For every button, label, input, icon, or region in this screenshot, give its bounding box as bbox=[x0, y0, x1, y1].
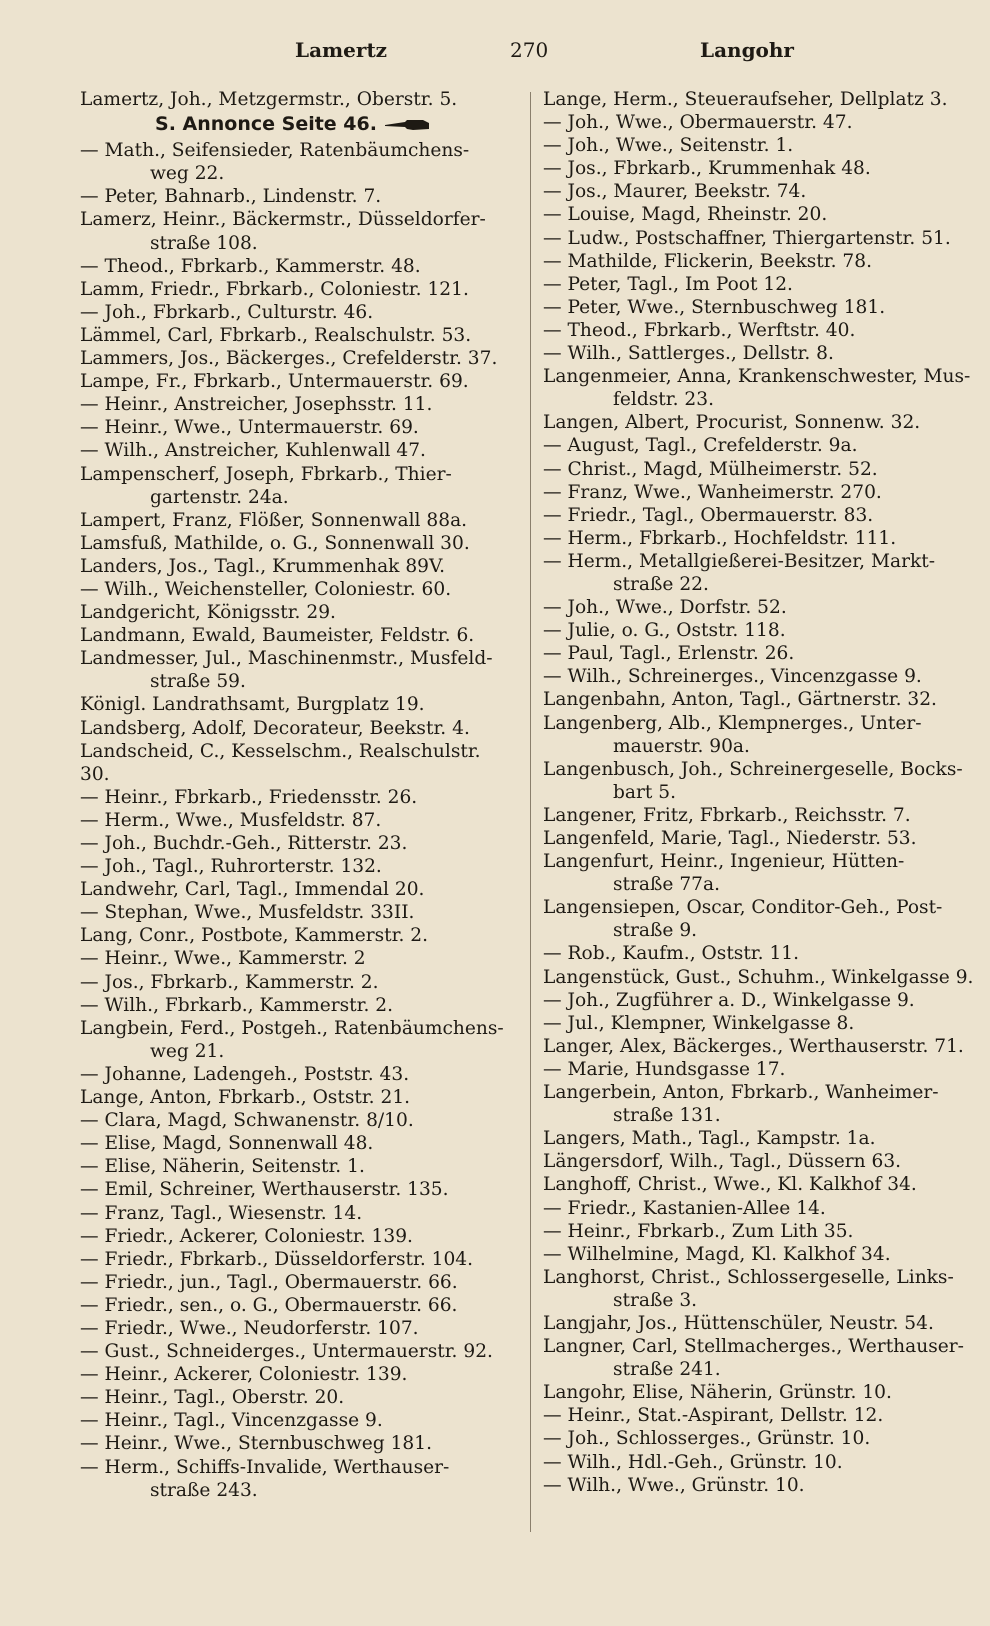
entry-line: Längersdorf, Wilh., Tagl., Düssern 63. bbox=[543, 1151, 902, 1173]
directory-entry bbox=[80, 532, 508, 555]
entry-line: — Herm., Metallgießerei-Besitzer, Markt- bbox=[543, 550, 935, 572]
directory-entry bbox=[80, 647, 508, 693]
entry-line: Langenfeld, Marie, Tagl., Niederstr. 53. bbox=[543, 828, 917, 849]
entry-line: — Jos., Fbrkarb., Krummenhak 48. bbox=[543, 158, 871, 180]
directory-entry bbox=[543, 1404, 983, 1427]
directory-entry bbox=[80, 601, 508, 624]
entry-line: Lamerz, Heinr., Bäckermstr., Düsseldorfer- bbox=[80, 209, 486, 231]
entry-line: — Franz, Wwe., Wanheimerstr. 270. bbox=[543, 481, 882, 503]
directory-entry bbox=[543, 550, 983, 596]
entry-line: — Theod., Fbrkarb., Kammerstr. 48. bbox=[80, 255, 421, 277]
directory-entry bbox=[543, 1427, 983, 1450]
entry-line: — Wilhelmine, Magd, Kl. Kalkhof 34. bbox=[543, 1243, 891, 1265]
entry-line: Lange, Herm., Steueraufseher, Dellplatz 3. bbox=[543, 89, 948, 110]
directory-entry bbox=[543, 504, 983, 527]
directory-entry bbox=[543, 1381, 983, 1404]
directory-entry bbox=[543, 250, 983, 273]
entry-continuation: straße 241. bbox=[613, 1359, 721, 1381]
annonce-notice bbox=[80, 113, 508, 136]
entry-continuation: weg 21. bbox=[150, 1040, 225, 1062]
entry-line: — Wilh., Anstreicher, Kuhlenwall 47. bbox=[80, 440, 426, 462]
directory-entry bbox=[80, 88, 508, 111]
entry-line: — Friedr., sen., o. G., Obermauerstr. 66. bbox=[80, 1294, 458, 1316]
directory-entry bbox=[543, 1058, 983, 1081]
entry-line: — Marie, Hundsgasse 17. bbox=[543, 1058, 786, 1080]
entry-line: — Joh., Zugführer a. D., Winkelgasse 9. bbox=[543, 989, 915, 1011]
directory-entry bbox=[543, 111, 983, 134]
directory-entry bbox=[80, 1317, 508, 1340]
entry-line: — Heinr., Stat.-Aspirant, Dellstr. 12. bbox=[543, 1405, 884, 1427]
directory-entry bbox=[543, 804, 983, 827]
entry-continuation: feldstr. 23. bbox=[613, 389, 714, 411]
annonce-notice-text: S. Annonce Seite 46. bbox=[155, 113, 377, 136]
entry-line: — Heinr., Tagl., Oberstr. 20. bbox=[80, 1387, 345, 1409]
entry-line: — Elise, Näherin, Seitenstr. 1. bbox=[80, 1156, 365, 1178]
entry-continuation: straße 131. bbox=[613, 1105, 721, 1127]
entry-line: — Heinr., Wwe., Sternbuschweg 181. bbox=[80, 1433, 433, 1455]
directory-entry bbox=[543, 411, 983, 434]
entry-line: Langen, Albert, Procurist, Sonnenw. 32. bbox=[543, 412, 921, 434]
entry-line: Langenberg, Alb., Klempnerges., Unter- bbox=[543, 712, 922, 734]
directory-entry bbox=[80, 1363, 508, 1386]
entry-line: — Stephan, Wwe., Musfeldstr. 33II. bbox=[80, 902, 415, 924]
directory-entry bbox=[80, 185, 508, 208]
directory-entry bbox=[80, 393, 508, 416]
entry-line: Langohr, Elise, Näherin, Grünstr. 10. bbox=[543, 1382, 892, 1404]
entry-line: — Elise, Magd, Sonnenwall 48. bbox=[80, 1133, 374, 1155]
right-column bbox=[543, 88, 983, 1497]
directory-entry bbox=[80, 693, 508, 716]
directory-entry bbox=[80, 347, 508, 370]
directory-entry bbox=[80, 924, 508, 947]
entry-line: — Jul., Klempner, Winkelgasse 8. bbox=[543, 1012, 855, 1034]
entry-continuation: straße 9. bbox=[613, 920, 698, 942]
directory-entry bbox=[80, 994, 508, 1017]
entry-line: — Heinr., Fbrkarb., Friedensstr. 26. bbox=[80, 786, 418, 808]
directory-entry bbox=[543, 1197, 983, 1220]
entry-line: — Franz, Tagl., Wiesenstr. 14. bbox=[80, 1202, 363, 1224]
directory-entry bbox=[80, 208, 508, 254]
entry-line: — Heinr., Ackerer, Coloniestr. 139. bbox=[80, 1364, 408, 1386]
directory-entry bbox=[543, 1127, 983, 1150]
entry-line: — Johanne, Ladengeh., Poststr. 43. bbox=[80, 1063, 410, 1085]
entry-line: — Heinr., Tagl., Vincenzgasse 9. bbox=[80, 1410, 383, 1432]
entry-line: — Math., Seifensieder, Ratenbäumchens- bbox=[80, 140, 470, 162]
entry-line: Lamertz, Joh., Metzgermstr., Oberstr. 5. bbox=[80, 89, 458, 110]
directory-entry bbox=[543, 227, 983, 250]
directory-entry bbox=[80, 324, 508, 347]
directory-entry bbox=[543, 1266, 983, 1312]
entry-line: — August, Tagl., Crefelderstr. 9a. bbox=[543, 435, 858, 457]
header-left-keyword: Lamertz bbox=[295, 38, 388, 62]
directory-entry bbox=[543, 203, 983, 226]
directory-entry bbox=[80, 1456, 508, 1502]
directory-entry bbox=[80, 878, 508, 901]
entry-line: Lampert, Franz, Flößer, Sonnenwall 88a. bbox=[80, 509, 468, 531]
directory-entry bbox=[80, 1202, 508, 1225]
entry-continuation: straße 243. bbox=[150, 1479, 258, 1501]
directory-entry bbox=[543, 1335, 983, 1381]
directory-entry bbox=[543, 134, 983, 157]
entry-line: Langener, Fritz, Fbrkarb., Reichsstr. 7. bbox=[543, 804, 911, 826]
entry-line: — Wilh., Schreinerges., Vincenzgasse 9. bbox=[543, 666, 922, 688]
entry-line: — Jos., Fbrkarb., Kammerstr. 2. bbox=[80, 971, 379, 993]
directory-entry bbox=[543, 157, 983, 180]
entry-line: — Joh., Schlosserges., Grünstr. 10. bbox=[543, 1428, 871, 1450]
directory-entry bbox=[80, 255, 508, 278]
entry-line: Langhoff, Christ., Wwe., Kl. Kalkhof 34. bbox=[543, 1174, 917, 1196]
entry-line: — Friedr., Tagl., Obermauerstr. 83. bbox=[543, 504, 874, 526]
directory-entry bbox=[80, 463, 508, 509]
page-number: 270 bbox=[510, 38, 549, 62]
entry-line: — Wilh., Wwe., Grünstr. 10. bbox=[543, 1474, 805, 1496]
entry-line: — Wilh., Fbrkarb., Kammerstr. 2. bbox=[80, 994, 394, 1016]
entry-line: Langner, Carl, Stellmacherges., Werthauser- bbox=[543, 1336, 964, 1358]
directory-entry bbox=[543, 850, 983, 896]
directory-entry bbox=[543, 665, 983, 688]
directory-entry bbox=[80, 832, 508, 855]
directory-entry bbox=[543, 180, 983, 203]
entry-line: — Wilh., Weichensteller, Coloniestr. 60. bbox=[80, 578, 452, 600]
entry-line: — Peter, Wwe., Sternbuschweg 181. bbox=[543, 296, 886, 318]
entry-line: Langenbahn, Anton, Tagl., Gärtnerstr. 32. bbox=[543, 689, 937, 711]
directory-entry bbox=[80, 1409, 508, 1432]
entry-line: Langenmeier, Anna, Krankenschwester, Mus- bbox=[543, 366, 971, 388]
directory-entry bbox=[543, 1243, 983, 1266]
directory-entry bbox=[543, 88, 983, 111]
directory-entry bbox=[543, 1081, 983, 1127]
entry-line: — Joh., Wwe., Dorfstr. 52. bbox=[543, 597, 787, 619]
entry-line: — Wilh., Sattlerges., Dellstr. 8. bbox=[543, 343, 834, 365]
directory-entry bbox=[80, 740, 508, 786]
directory-entry bbox=[80, 971, 508, 994]
directory-entry bbox=[80, 301, 508, 324]
entry-line: Landscheid, C., Kesselschm., Realschulstr. 30. bbox=[80, 740, 481, 785]
entry-line: — Friedr., Ackerer, Coloniestr. 139. bbox=[80, 1225, 413, 1247]
entry-line: Langbein, Ferd., Postgeh., Ratenbäumchens- bbox=[80, 1017, 504, 1039]
entry-line: — Gust., Schneiderges., Untermauerstr. 92. bbox=[80, 1341, 493, 1363]
directory-entry bbox=[543, 896, 983, 942]
directory-entry bbox=[543, 342, 983, 365]
entry-line: — Heinr., Anstreicher, Josephsstr. 11. bbox=[80, 394, 433, 416]
directory-entry bbox=[80, 416, 508, 439]
entry-line: Lang, Conr., Postbote, Kammerstr. 2. bbox=[80, 925, 429, 947]
directory-entry bbox=[80, 1432, 508, 1455]
directory-entry bbox=[80, 624, 508, 647]
directory-entry bbox=[80, 278, 508, 301]
entry-line: — Heinr., Wwe., Untermauerstr. 69. bbox=[80, 417, 419, 439]
directory-entry bbox=[80, 439, 508, 462]
entry-line: Langers, Math., Tagl., Kampstr. 1a. bbox=[543, 1128, 876, 1150]
entry-line: — Emil, Schreiner, Werthauserstr. 135. bbox=[80, 1179, 449, 1201]
entry-line: Langjahr, Jos., Hüttenschüler, Neustr. 54. bbox=[543, 1312, 934, 1334]
directory-entry bbox=[543, 434, 983, 457]
directory-entry bbox=[80, 139, 508, 185]
entry-line: — Mathilde, Flickerin, Beekstr. 78. bbox=[543, 250, 872, 272]
entry-continuation: straße 108. bbox=[150, 232, 258, 254]
entry-line: — Friedr., Fbrkarb., Düsseldorferstr. 104. bbox=[80, 1248, 474, 1270]
entry-line: Landwehr, Carl, Tagl., Immendal 20. bbox=[80, 879, 425, 901]
entry-line: — Friedr., Kastanien-Allee 14. bbox=[543, 1197, 826, 1219]
directory-entry bbox=[543, 319, 983, 342]
directory-entry bbox=[543, 1173, 983, 1196]
entry-line: Langenfurt, Heinr., Ingenieur, Hütten- bbox=[543, 851, 905, 873]
directory-entry bbox=[80, 1271, 508, 1294]
entry-line: Langhorst, Christ., Schlossergeselle, Links- bbox=[543, 1266, 954, 1288]
entry-line: — Joh., Fbrkarb., Culturstr. 46. bbox=[80, 301, 374, 323]
directory-entry bbox=[80, 370, 508, 393]
directory-entry bbox=[80, 1248, 508, 1271]
entry-line: — Friedr., Wwe., Neudorferstr. 107. bbox=[80, 1317, 419, 1339]
entry-continuation: mauerstr. 90a. bbox=[613, 735, 750, 757]
directory-entry bbox=[80, 1063, 508, 1086]
entry-line: Lämmel, Carl, Fbrkarb., Realschulstr. 53. bbox=[80, 324, 472, 346]
entry-line: Landers, Jos., Tagl., Krummenhak 89V. bbox=[80, 555, 446, 577]
directory-entry bbox=[543, 1312, 983, 1335]
entry-continuation: weg 22. bbox=[150, 163, 225, 185]
directory-entry bbox=[543, 481, 983, 504]
directory-entry bbox=[80, 1155, 508, 1178]
left-column bbox=[80, 88, 508, 1502]
entry-line: Landgericht, Königsstr. 29. bbox=[80, 602, 336, 624]
directory-entry bbox=[80, 1132, 508, 1155]
directory-entry bbox=[80, 1109, 508, 1132]
directory-entry bbox=[80, 578, 508, 601]
header-right-keyword: Langohr bbox=[700, 38, 794, 62]
entry-line: — Joh., Buchdr.-Geh., Ritterstr. 23. bbox=[80, 833, 408, 854]
entry-line: — Rob., Kaufm., Oststr. 11. bbox=[543, 943, 800, 965]
directory-entry bbox=[80, 1386, 508, 1409]
directory-entry bbox=[80, 947, 508, 970]
entry-line: Langenstück, Gust., Schuhm., Winkelgasse 9. bbox=[543, 966, 974, 988]
directory-entry bbox=[80, 1178, 508, 1201]
entry-line: — Louise, Magd, Rheinstr. 20. bbox=[543, 204, 828, 226]
entry-line: — Joh., Wwe., Obermauerstr. 47. bbox=[543, 112, 853, 134]
entry-line: — Peter, Tagl., Im Poot 12. bbox=[543, 273, 793, 295]
entry-line: Lamsfuß, Mathilde, o. G., Sonnenwall 30. bbox=[80, 532, 470, 554]
entry-line: — Heinr., Fbrkarb., Zum Lith 35. bbox=[543, 1220, 854, 1242]
directory-entry bbox=[80, 509, 508, 532]
entry-line: — Heinr., Wwe., Kammerstr. 2 bbox=[80, 948, 366, 970]
entry-line: Lange, Anton, Fbrkarb., Oststr. 21. bbox=[80, 1087, 411, 1109]
entry-line: — Peter, Bahnarb., Lindenstr. 7. bbox=[80, 186, 382, 208]
entry-line: Lammers, Jos., Bäckerges., Crefelderstr. 37. bbox=[80, 348, 498, 370]
directory-entry bbox=[80, 809, 508, 832]
entry-line: — Herm., Wwe., Musfeldstr. 87. bbox=[80, 809, 382, 831]
entry-line: Landsberg, Adolf, Decorateur, Beekstr. 4. bbox=[80, 717, 470, 739]
directory-entry bbox=[543, 989, 983, 1012]
directory-entry bbox=[543, 712, 983, 758]
entry-line: — Jos., Maurer, Beekstr. 74. bbox=[543, 181, 807, 203]
column-divider bbox=[530, 92, 531, 1532]
entry-line: — Theod., Fbrkarb., Werftstr. 40. bbox=[543, 319, 856, 341]
entry-line: — Wilh., Hdl.-Geh., Grünstr. 10. bbox=[543, 1451, 843, 1473]
entry-line: Lampe, Fr., Fbrkarb., Untermauerstr. 69. bbox=[80, 371, 469, 393]
directory-entry bbox=[543, 942, 983, 965]
entry-line: Landmesser, Jul., Maschinenmstr., Musfeld- bbox=[80, 648, 493, 670]
directory-entry bbox=[80, 1340, 508, 1363]
directory-entry bbox=[80, 786, 508, 809]
entry-line: — Joh., Tagl., Ruhrorterstr. 132. bbox=[80, 856, 382, 878]
directory-entry bbox=[543, 827, 983, 850]
directory-entry bbox=[543, 458, 983, 481]
entry-continuation: straße 59. bbox=[150, 671, 246, 693]
directory-entry bbox=[543, 619, 983, 642]
directory-entry bbox=[543, 1035, 983, 1058]
directory-entry bbox=[543, 296, 983, 319]
entry-line: — Christ., Magd, Mülheimerstr. 52. bbox=[543, 458, 878, 480]
entry-continuation: straße 3. bbox=[613, 1289, 698, 1311]
entry-continuation: bart 5. bbox=[613, 781, 676, 803]
entry-continuation: gartenstr. 24a. bbox=[150, 486, 289, 508]
entry-line: Langenbusch, Joh., Schreinergeselle, Bocks- bbox=[543, 758, 963, 780]
directory-entry bbox=[80, 1017, 508, 1063]
entry-line: — Julie, o. G., Oststr. 118. bbox=[543, 620, 786, 642]
directory-entry bbox=[80, 1294, 508, 1317]
directory-entry bbox=[543, 527, 983, 550]
entry-line: — Friedr., jun., Tagl., Obermauerstr. 66. bbox=[80, 1271, 458, 1293]
directory-entry bbox=[543, 966, 983, 989]
entry-line: — Herm., Schiffs-Invalide, Werthauser- bbox=[80, 1456, 450, 1478]
directory-entry bbox=[80, 717, 508, 740]
entry-line: Langensiepen, Oscar, Conditor-Geh., Post- bbox=[543, 897, 943, 919]
directory-entry bbox=[543, 1220, 983, 1243]
entry-line: — Ludw., Postschaffner, Thiergartenstr. 51. bbox=[543, 227, 951, 249]
directory-entry bbox=[543, 1451, 983, 1474]
directory-entry bbox=[80, 901, 508, 924]
entry-line: Landmann, Ewald, Baumeister, Feldstr. 6. bbox=[80, 625, 475, 647]
directory-entry bbox=[80, 555, 508, 578]
directory-entry bbox=[80, 855, 508, 878]
page-header bbox=[80, 38, 960, 70]
directory-entry bbox=[543, 688, 983, 711]
entry-line: Lamm, Friedr., Fbrkarb., Coloniestr. 121. bbox=[80, 278, 469, 300]
entry-continuation: straße 77a. bbox=[613, 874, 720, 896]
entry-line: Langerbein, Anton, Fbrkarb., Wanheimer- bbox=[543, 1082, 939, 1104]
entry-line: — Herm., Fbrkarb., Hochfeldstr. 111. bbox=[543, 527, 897, 549]
entry-line: Lampenscherf, Joseph, Fbrkarb., Thier- bbox=[80, 463, 452, 485]
entry-line: Königl. Landrathsamt, Burgplatz 19. bbox=[80, 694, 425, 716]
directory-entry bbox=[543, 1012, 983, 1035]
entry-line: — Clara, Magd, Schwanenstr. 8/10. bbox=[80, 1110, 414, 1132]
entry-line: — Joh., Wwe., Seitenstr. 1. bbox=[543, 135, 794, 157]
directory-entry bbox=[543, 758, 983, 804]
directory-entry bbox=[543, 1150, 983, 1173]
entry-line: — Paul, Tagl., Erlenstr. 26. bbox=[543, 643, 795, 665]
entry-continuation: straße 22. bbox=[613, 573, 709, 595]
directory-entry bbox=[543, 1474, 983, 1497]
directory-entry bbox=[543, 365, 983, 411]
directory-entry bbox=[543, 642, 983, 665]
entry-line: Langer, Alex, Bäckerges., Werthauserstr. 71. bbox=[543, 1035, 964, 1057]
directory-entry bbox=[543, 596, 983, 619]
directory-entry bbox=[543, 273, 983, 296]
directory-entry bbox=[80, 1086, 508, 1109]
directory-entry bbox=[80, 1225, 508, 1248]
pointing-hand-icon bbox=[383, 117, 433, 133]
